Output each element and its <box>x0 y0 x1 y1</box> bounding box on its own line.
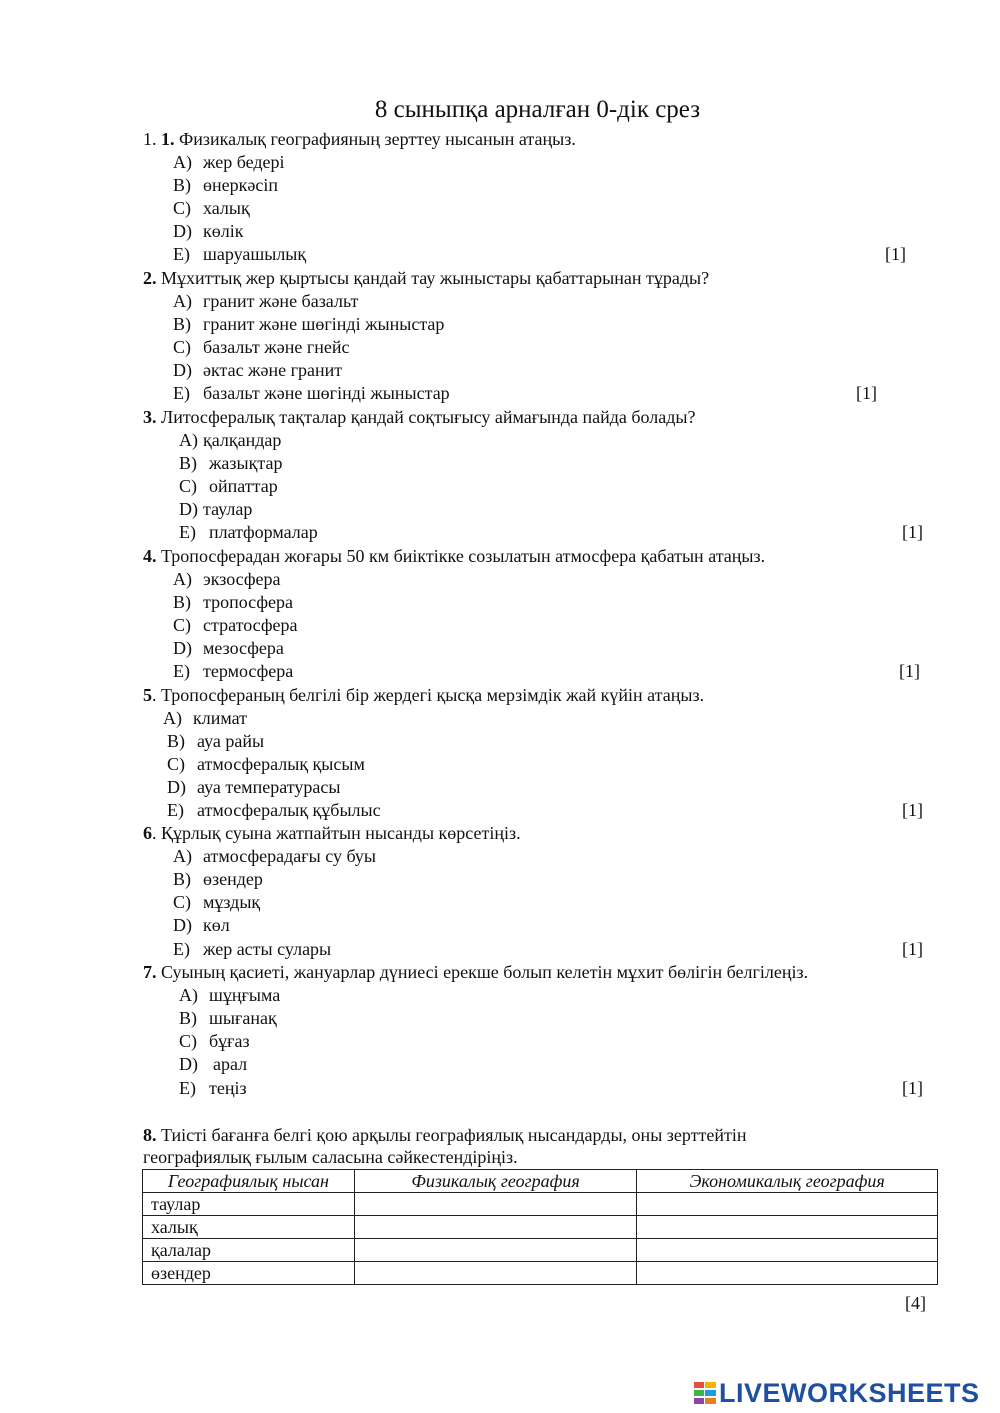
q3-option-d[interactable]: D) таулар <box>179 499 253 519</box>
q7-option-a[interactable]: A) шұңғыма <box>179 985 281 1005</box>
question-5: 5. Тропосфераның белгілі бір жердегі қысқа мерзімдік жай күйін атаңыз. <box>143 685 705 705</box>
q6-option-c[interactable]: C) мұздық <box>173 892 261 912</box>
q6-option-e[interactable]: E) жер асты сулары <box>173 939 332 959</box>
physical-cell[interactable] <box>354 1193 637 1216</box>
liveworksheets-logo-icon <box>694 1382 716 1404</box>
logo-text: LIVEWORKSHEETS <box>719 1377 980 1408</box>
q5-option-d[interactable]: D) ауа температурасы <box>167 777 341 797</box>
q6-mark: [1] <box>902 939 923 959</box>
header-physical-geography: Физикалық география <box>354 1170 637 1193</box>
q6-option-d[interactable]: D) көл <box>173 915 230 935</box>
question-8: 8. Тиісті бағанға белгі қою арқылы географиялық нысандарды, оны зерттейтін <box>143 1125 747 1145</box>
q3-mark: [1] <box>902 522 923 542</box>
q7-option-b[interactable]: B) шығанақ <box>179 1008 277 1028</box>
q4-option-b[interactable]: B) тропосфера <box>173 592 294 612</box>
economic-cell[interactable] <box>637 1193 938 1216</box>
q1-option-b[interactable]: B) өнеркәсіп <box>173 175 278 195</box>
q5-option-e[interactable]: E) атмосфералық құбылыс <box>167 800 381 820</box>
row-label: өзендер <box>143 1262 355 1285</box>
q3-option-a[interactable]: A) қалқандар <box>179 430 282 450</box>
q8-mark: [4] <box>905 1293 926 1313</box>
q1-option-d[interactable]: D) көлік <box>173 221 244 241</box>
question-3: 3. Литосфералық тақталар қандай соқтығысу аймағында пайда болады? <box>143 407 696 427</box>
question-7: 7. Суының қасиеті, жануарлар дүниесі ерекше болып келетін мұхит бөлігін белгілеңіз. <box>143 962 809 982</box>
q6-option-b[interactable]: B) өзендер <box>173 869 263 889</box>
q4-option-c[interactable]: C) стратосфера <box>173 615 298 635</box>
table-row <box>143 1262 938 1285</box>
liveworksheets-logo <box>694 1378 980 1408</box>
q2-option-d[interactable]: D) әктас және гранит <box>173 360 343 380</box>
physical-cell[interactable] <box>354 1239 637 1262</box>
physical-cell[interactable] <box>354 1262 637 1285</box>
q3-option-e[interactable]: E) платформалар <box>179 522 318 542</box>
q2-option-c[interactable]: C) базальт және гнейс <box>173 337 350 357</box>
q1-option-c[interactable]: C) халық <box>173 198 250 218</box>
q4-option-e[interactable]: E) термосфера <box>173 661 294 681</box>
header-geographic-object: Географиялық нысан <box>143 1170 355 1193</box>
table-row <box>143 1193 938 1216</box>
question-2: 2. Мұхиттық жер қыртысы қандай тау жыныстары қабаттарынан тұрады? <box>143 268 710 288</box>
q4-mark: [1] <box>899 661 920 681</box>
table-row <box>143 1216 938 1239</box>
q2-option-e[interactable]: E) базальт және шөгінді жыныстар <box>173 383 450 403</box>
q7-option-e[interactable]: E) теңіз <box>179 1078 247 1098</box>
q5-option-c[interactable]: C) атмосфералық қысым <box>167 754 365 774</box>
q5-option-b[interactable]: B) ауа райы <box>167 731 265 751</box>
row-label: қалалар <box>143 1239 355 1262</box>
question-6: 6. Құрлық суына жатпайтын нысанды көрсетіңіз. <box>143 823 521 843</box>
q3-option-b[interactable]: B) жазықтар <box>179 453 283 473</box>
question-8-line-2: географиялық ғылым саласына сәйкестендіріңіз. <box>143 1147 518 1167</box>
question-4: 4. Тропосферадан жоғары 50 км биіктікке созылатын атмосфера қабатын атаңыз. <box>143 546 766 566</box>
q2-option-b[interactable]: B) гранит және шөгінді жыныстар <box>173 314 445 334</box>
page-title: 8 сыныпқа арналған 0-дік срез <box>374 96 701 123</box>
row-label: халық <box>143 1216 355 1239</box>
q7-option-c[interactable]: C) бұғаз <box>179 1031 250 1051</box>
economic-cell[interactable] <box>637 1239 938 1262</box>
economic-cell[interactable] <box>637 1216 938 1239</box>
row-label: таулар <box>143 1193 355 1216</box>
q1-option-a[interactable]: A) жер бедері <box>173 152 285 172</box>
q6-option-a[interactable]: A) атмосферадағы су буы <box>173 846 377 866</box>
header-economic-geography: Экономикалық география <box>637 1170 938 1193</box>
q7-option-d[interactable]: D) арал <box>179 1054 248 1074</box>
matching-table <box>142 1169 938 1285</box>
q3-option-c[interactable]: C) ойпаттар <box>179 476 278 496</box>
q1-option-e[interactable]: E) шаруашылық <box>173 244 307 264</box>
q5-option-a[interactable]: A) климат <box>163 708 248 728</box>
q4-option-d[interactable]: D) мезосфера <box>173 638 284 658</box>
q4-option-a[interactable]: A) экзосфера <box>173 569 281 589</box>
physical-cell[interactable] <box>354 1216 637 1239</box>
q7-mark: [1] <box>902 1078 923 1098</box>
economic-cell[interactable] <box>637 1262 938 1285</box>
q1-mark: [1] <box>885 244 906 264</box>
q5-mark: [1] <box>902 800 923 820</box>
table-row <box>143 1239 938 1262</box>
q2-option-a[interactable]: A) гранит және базальт <box>173 291 359 311</box>
q2-mark: [1] <box>856 383 877 403</box>
question-1: 1. 1. Физикалық географияның зерттеу нысанын атаңыз. <box>143 129 576 149</box>
